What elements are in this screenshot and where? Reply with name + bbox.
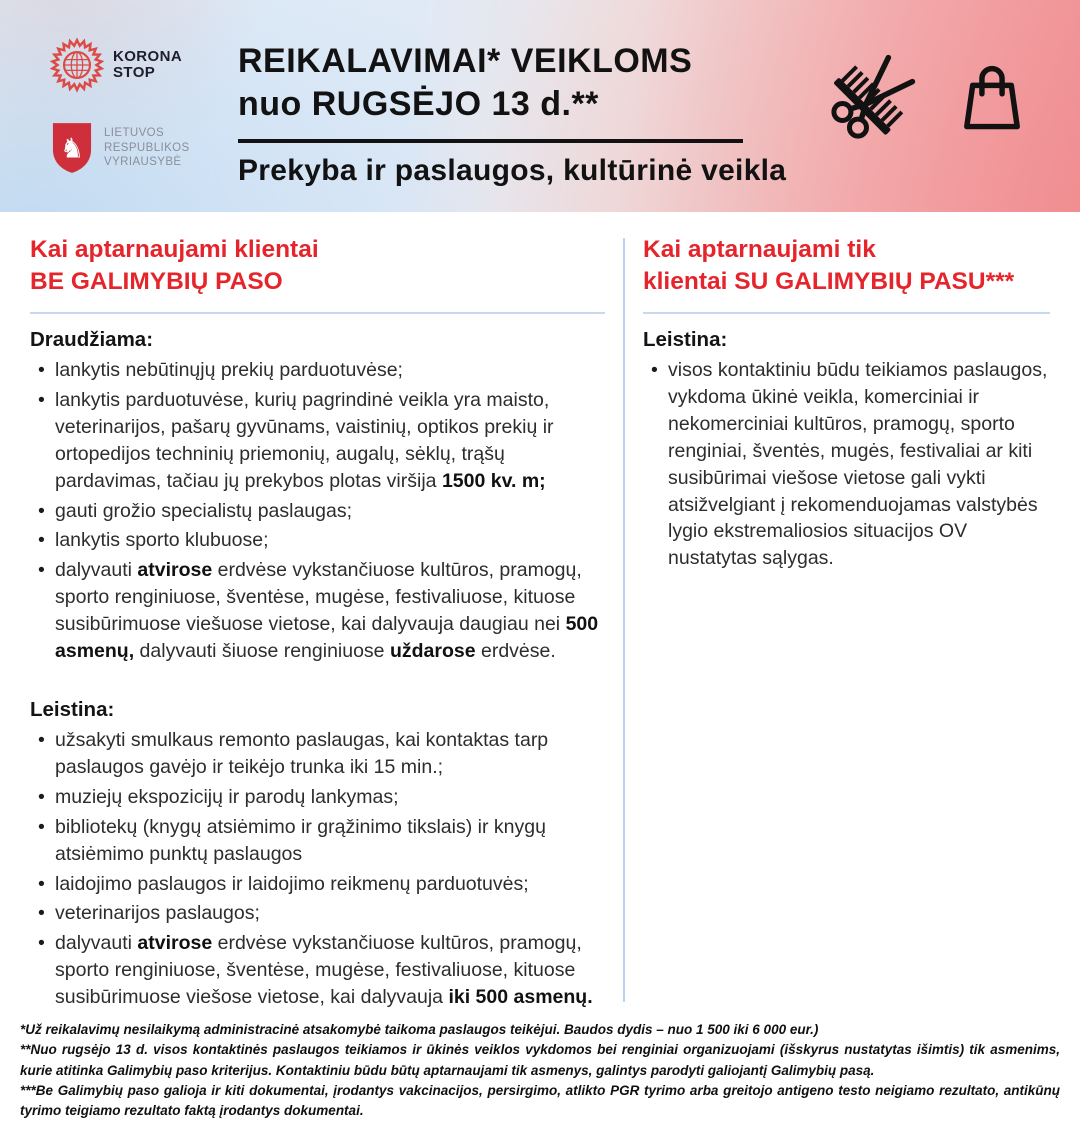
heading-line-2: BE GALIMYBIŲ PASO xyxy=(30,268,283,296)
column-divider xyxy=(623,238,625,1002)
heading-divider xyxy=(643,312,1050,314)
title-block xyxy=(238,40,786,212)
list-item: • lankytis nebūtinųjų prekių parduotuvėse; xyxy=(30,357,605,384)
header xyxy=(0,0,1080,212)
heading-line-1: Kai aptarnaujami tik xyxy=(643,236,876,263)
list-item: • dalyvauti atvirose erdvėse vykstančiuose kultūros, pramogų, sporto renginiuose, šventėse, mugėse, festivaliuose, kituose susibūrimuose viešose vietose, kai dalyvauja iki 500 asmenų. xyxy=(30,930,605,1011)
list-item: • lankytis sporto klubuose; xyxy=(30,527,605,554)
korona-stop-label xyxy=(113,49,182,81)
allowed-list-left xyxy=(30,727,605,1011)
scissors-comb-icon xyxy=(820,50,920,150)
logo-column xyxy=(0,0,238,212)
list-item: • gauti grožio specialistų paslaugas; xyxy=(30,498,605,525)
list-item: • laidojimo paslaugos ir laidojimo reikmenų parduotuvės; xyxy=(30,871,605,898)
footnote-3: ***Be Galimybių paso galioja ir kiti dokumentai, įrodantys vakcinacijos, persirgimo, atlikto PGR tyrimo arba greitojo antigeno testo neigiamo rezultato, antikūnų tyrimo teigiamo rezultato faktą įrodantys dokumentai. xyxy=(20,1082,1060,1119)
heading-line-2: klientai SU GALIMYBIŲ PASU*** xyxy=(643,268,1015,296)
section-forbidden xyxy=(30,328,605,668)
list-item: • lankytis parduotuvėse, kurių pagrindinė veikla yra maisto, veterinarijos, pašarų gyvūnams, vaistinių, optikos prekių ir ortopedijos techninių priemonių, augalų, sėklų, trąšų pardavimas, tačiau jų prekybos plotas viršija 1500 kv. m; xyxy=(30,387,605,495)
shopping-bag-icon xyxy=(950,52,1034,144)
svg-text:♞: ♞ xyxy=(59,133,85,165)
column-without-pass xyxy=(30,234,605,1014)
government-label xyxy=(104,126,190,171)
footnote-1: *Už reikalavimų nesilaikymą administracinė atsakomybė taikoma paslaugos teikėjui. Baudos dydis – nuo 1 500 iki 6 000 eur.) xyxy=(20,1022,819,1038)
section-label: Leistina: xyxy=(30,697,115,721)
footnote-2: **Nuo rugsėjo 13 d. visos kontaktinės paslaugos teikiamos ir ūkinės veiklos vykdomos bei renginiai organizuojami (išskyrus nustatytas išimtis) tik asmenims, kurie atitinka Galimybių paso kriterijus. Kontaktiniu būdu būtų aptarnaujami tik asmenys, galintys parodyti galiojantį Galimybių pasą. xyxy=(20,1042,1060,1078)
korona-stop-logo xyxy=(50,38,238,92)
govt-line1: LIETUVOS xyxy=(104,126,165,139)
list-item: • užsakyti smulkaus remonto paslaugas, kai kontaktas tarp paslaugos gavėjo ir teikėjo trunka iki 15 min.; xyxy=(30,727,605,781)
govt-line2: RESPUBLIKOS xyxy=(104,141,190,154)
allowed-list-right xyxy=(643,357,1050,572)
list-item: • veterinarijos paslaugos; xyxy=(30,900,605,927)
government-logo xyxy=(50,120,238,176)
section-allowed-left xyxy=(30,698,605,1014)
list-item: • muziejų ekspozicijų ir parodų lankymas; xyxy=(30,784,605,811)
korona-line2: STOP xyxy=(113,64,156,81)
page-subtitle: Prekyba ir paslaugos, kultūrinė veikla xyxy=(238,153,787,187)
section-label: Draudžiama: xyxy=(30,328,154,351)
title-divider xyxy=(238,139,743,143)
section-allowed-right xyxy=(643,328,1050,575)
list-item: • visos kontaktiniu būdu teikiamos paslaugos, vykdoma ūkinė veikla, komerciniai ir nekomerciniai kultūros, pramogų, sporto renginiai, šventės, mugės, festivaliai ar kiti susibūrimai viešose vietose gali vykti atsižvelgiant į rekomenduojamas valstybės lygio ekstremaliosios situacijos OV nustatytas sąlygas. xyxy=(643,357,1050,572)
list-item: • bibliotekų (knygų atsiėmimo ir grąžinimo tikslais) ir knygų atsiėmimo punktų paslaugos xyxy=(30,814,605,868)
column-heading-right xyxy=(643,234,1050,300)
page-title xyxy=(238,40,786,126)
footnotes xyxy=(0,1014,1080,1131)
govt-line3: VYRIAUSYBĖ xyxy=(104,156,182,169)
title-line-2: nuo RUGSĖJO 13 d.** xyxy=(238,85,599,124)
column-heading-left xyxy=(30,234,605,300)
list-item: • dalyvauti atvirose erdvėse vykstančiuose kultūros, pramogų, sporto renginiuose, šventėse, mugėse, festivaliuose, kituose susibūrimuose viešuose vietose, kai dalyvauja daugiau nei 500 asmenų, dalyvauti šiuose renginiuose uždarose erdvėse. xyxy=(30,557,605,665)
section-label: Leistina: xyxy=(643,328,728,351)
heading-line-1: Kai aptarnaujami klientai xyxy=(30,236,319,263)
heading-divider xyxy=(30,312,605,314)
title-line-1: REIKALAVIMAI* VEIKLOMS xyxy=(238,42,693,80)
content xyxy=(0,212,1080,1014)
virus-globe-icon xyxy=(50,38,104,92)
korona-line1: KORONA xyxy=(113,47,183,65)
header-icons xyxy=(820,50,1034,150)
vytis-coat-of-arms-icon xyxy=(50,120,94,176)
column-with-pass xyxy=(643,234,1050,1014)
forbidden-list xyxy=(30,357,605,665)
